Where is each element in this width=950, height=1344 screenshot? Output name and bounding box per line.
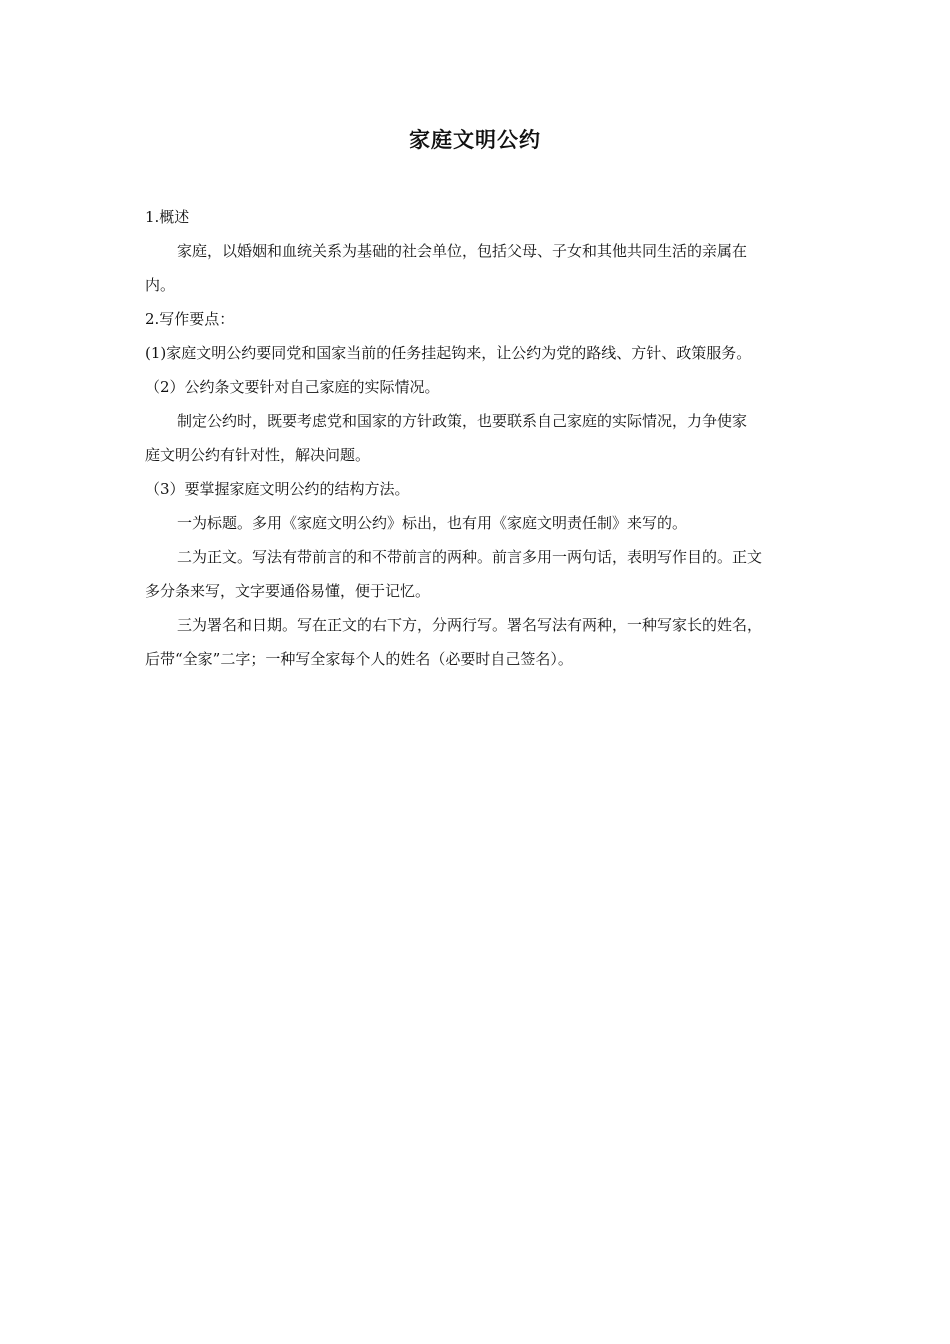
writing-point-2-paragraph-line-2: 庭文明公约有针对性，解决问题。 bbox=[145, 446, 371, 464]
writing-point-2-paragraph-line-1: 制定公约时，既要考虑党和国家的方针政策，也要联系自己家庭的实际情况，力争使家 bbox=[177, 412, 748, 430]
structure-signature-paragraph-line-2: 后带“全家”二字；一种写全家每个人的姓名（必要时自己签名）。 bbox=[145, 650, 573, 668]
document-title: 家庭文明公约 bbox=[409, 128, 541, 152]
structure-body-paragraph-line-1: 二为正文。写法有带前言的和不带前言的两种。前言多用一两句话，表明写作目的。正文 bbox=[177, 548, 763, 566]
writing-point-3: （3）要掌握家庭文明公约的结构方法。 bbox=[145, 480, 410, 498]
document-body bbox=[145, 200, 809, 676]
overview-paragraph-line-1: 家庭，以婚姻和血统关系为基础的社会单位，包括父母、子女和其他共同生活的亲属在 bbox=[177, 242, 748, 260]
section-heading-overview: 1.概述 bbox=[145, 208, 190, 226]
section-heading-writing-points: 2.写作要点： bbox=[145, 310, 235, 328]
structure-signature-paragraph-line-1: 三为署名和日期。写在正文的右下方，分两行写。署名写法有两种，一种写家长的姓名， bbox=[177, 616, 763, 634]
structure-body-paragraph-line-2: 多分条来写，文字要通俗易懂，便于记忆。 bbox=[145, 582, 431, 600]
overview-paragraph-line-2: 内。 bbox=[145, 276, 176, 294]
structure-title-paragraph: 一为标题。多用《家庭文明公约》标出，也有用《家庭文明责任制》来写的。 bbox=[177, 514, 688, 532]
writing-point-2: （2）公约条文要针对自己家庭的实际情况。 bbox=[145, 378, 440, 396]
writing-point-1: (1)家庭文明公约要同党和国家当前的任务挂起钩来，让公约为党的路线、方针、政策服务。 bbox=[145, 344, 752, 362]
